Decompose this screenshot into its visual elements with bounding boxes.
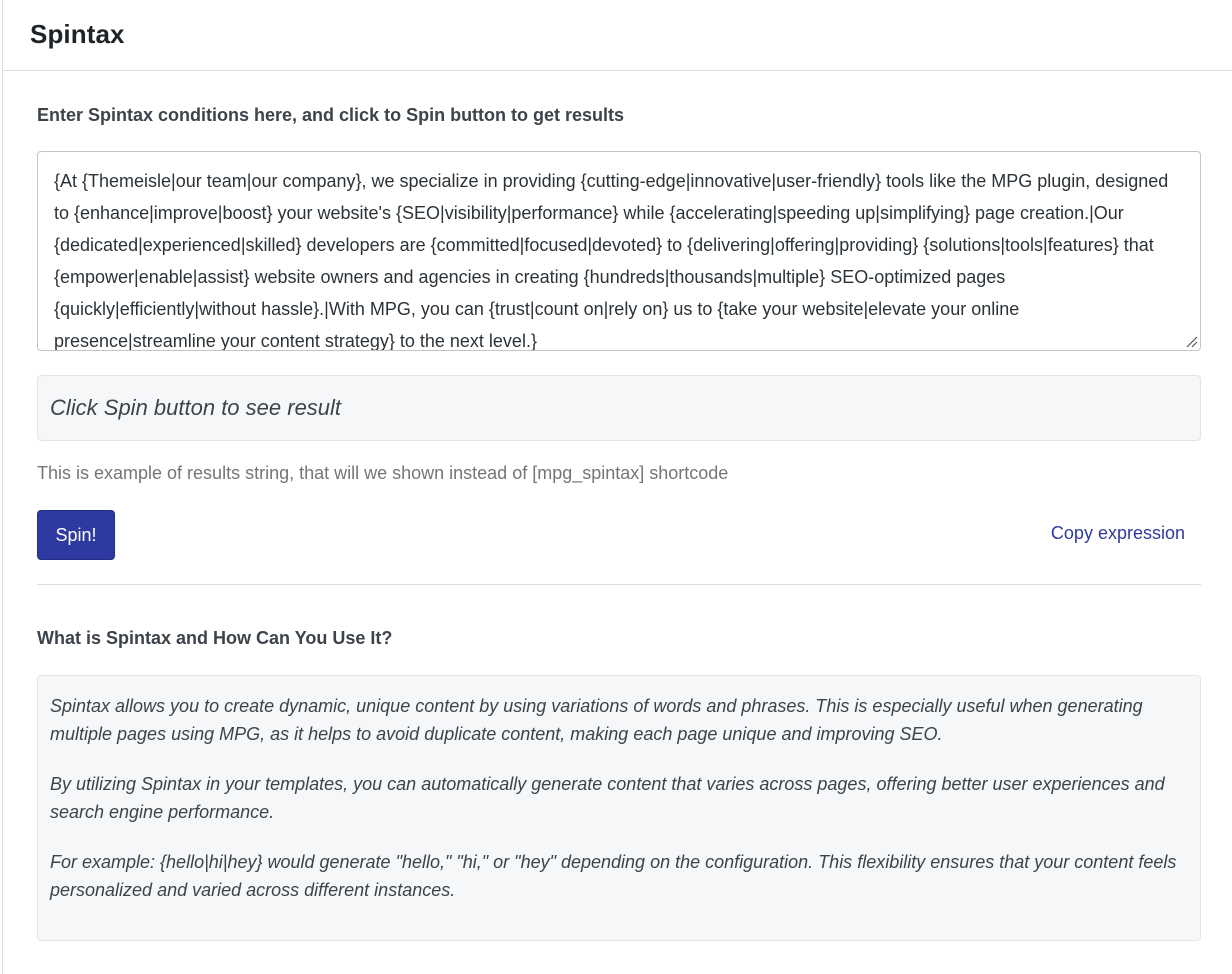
- info-paragraph: Spintax allows you to create dynamic, unique content by using variations of words and phrases. This is especially useful when generating multiple pages using MPG, as it helps to avoid duplicate content, making each page unique and improving SEO.: [50, 696, 1143, 744]
- spintax-input-wrapper: [37, 151, 1201, 351]
- resize-handle-icon[interactable]: [1184, 334, 1198, 348]
- spin-result-text: Click Spin button to see result: [50, 395, 342, 420]
- page-title: Spintax: [30, 18, 125, 49]
- info-box: [37, 675, 1201, 941]
- section-divider: [37, 584, 1201, 585]
- spintax-input[interactable]: [38, 152, 1200, 350]
- panel-header: [3, 0, 1232, 71]
- spin-result-box: [37, 375, 1201, 441]
- spin-button[interactable]: Spin!: [37, 510, 115, 560]
- info-paragraph: For example: {hello|hi|hey} would generate "hello," "hi," or "hey" depending on the configuration. This flexibility ensures that your content feels personalized and varied across different instances.: [50, 852, 1177, 900]
- spintax-panel: [2, 0, 1232, 974]
- result-hint: This is example of results string, that will we shown instead of [mpg_spintax] shortcode: [37, 463, 729, 483]
- info-section-title: What is Spintax and How Can You Use It?: [37, 628, 393, 648]
- intro-text: Enter Spintax conditions here, and click to Spin button to get results: [37, 105, 625, 125]
- copy-expression-link[interactable]: Copy expression: [1050, 523, 1185, 543]
- info-paragraph: By utilizing Spintax in your templates, you can automatically generate content that varies across pages, offering better user experiences and search engine performance.: [50, 774, 1165, 822]
